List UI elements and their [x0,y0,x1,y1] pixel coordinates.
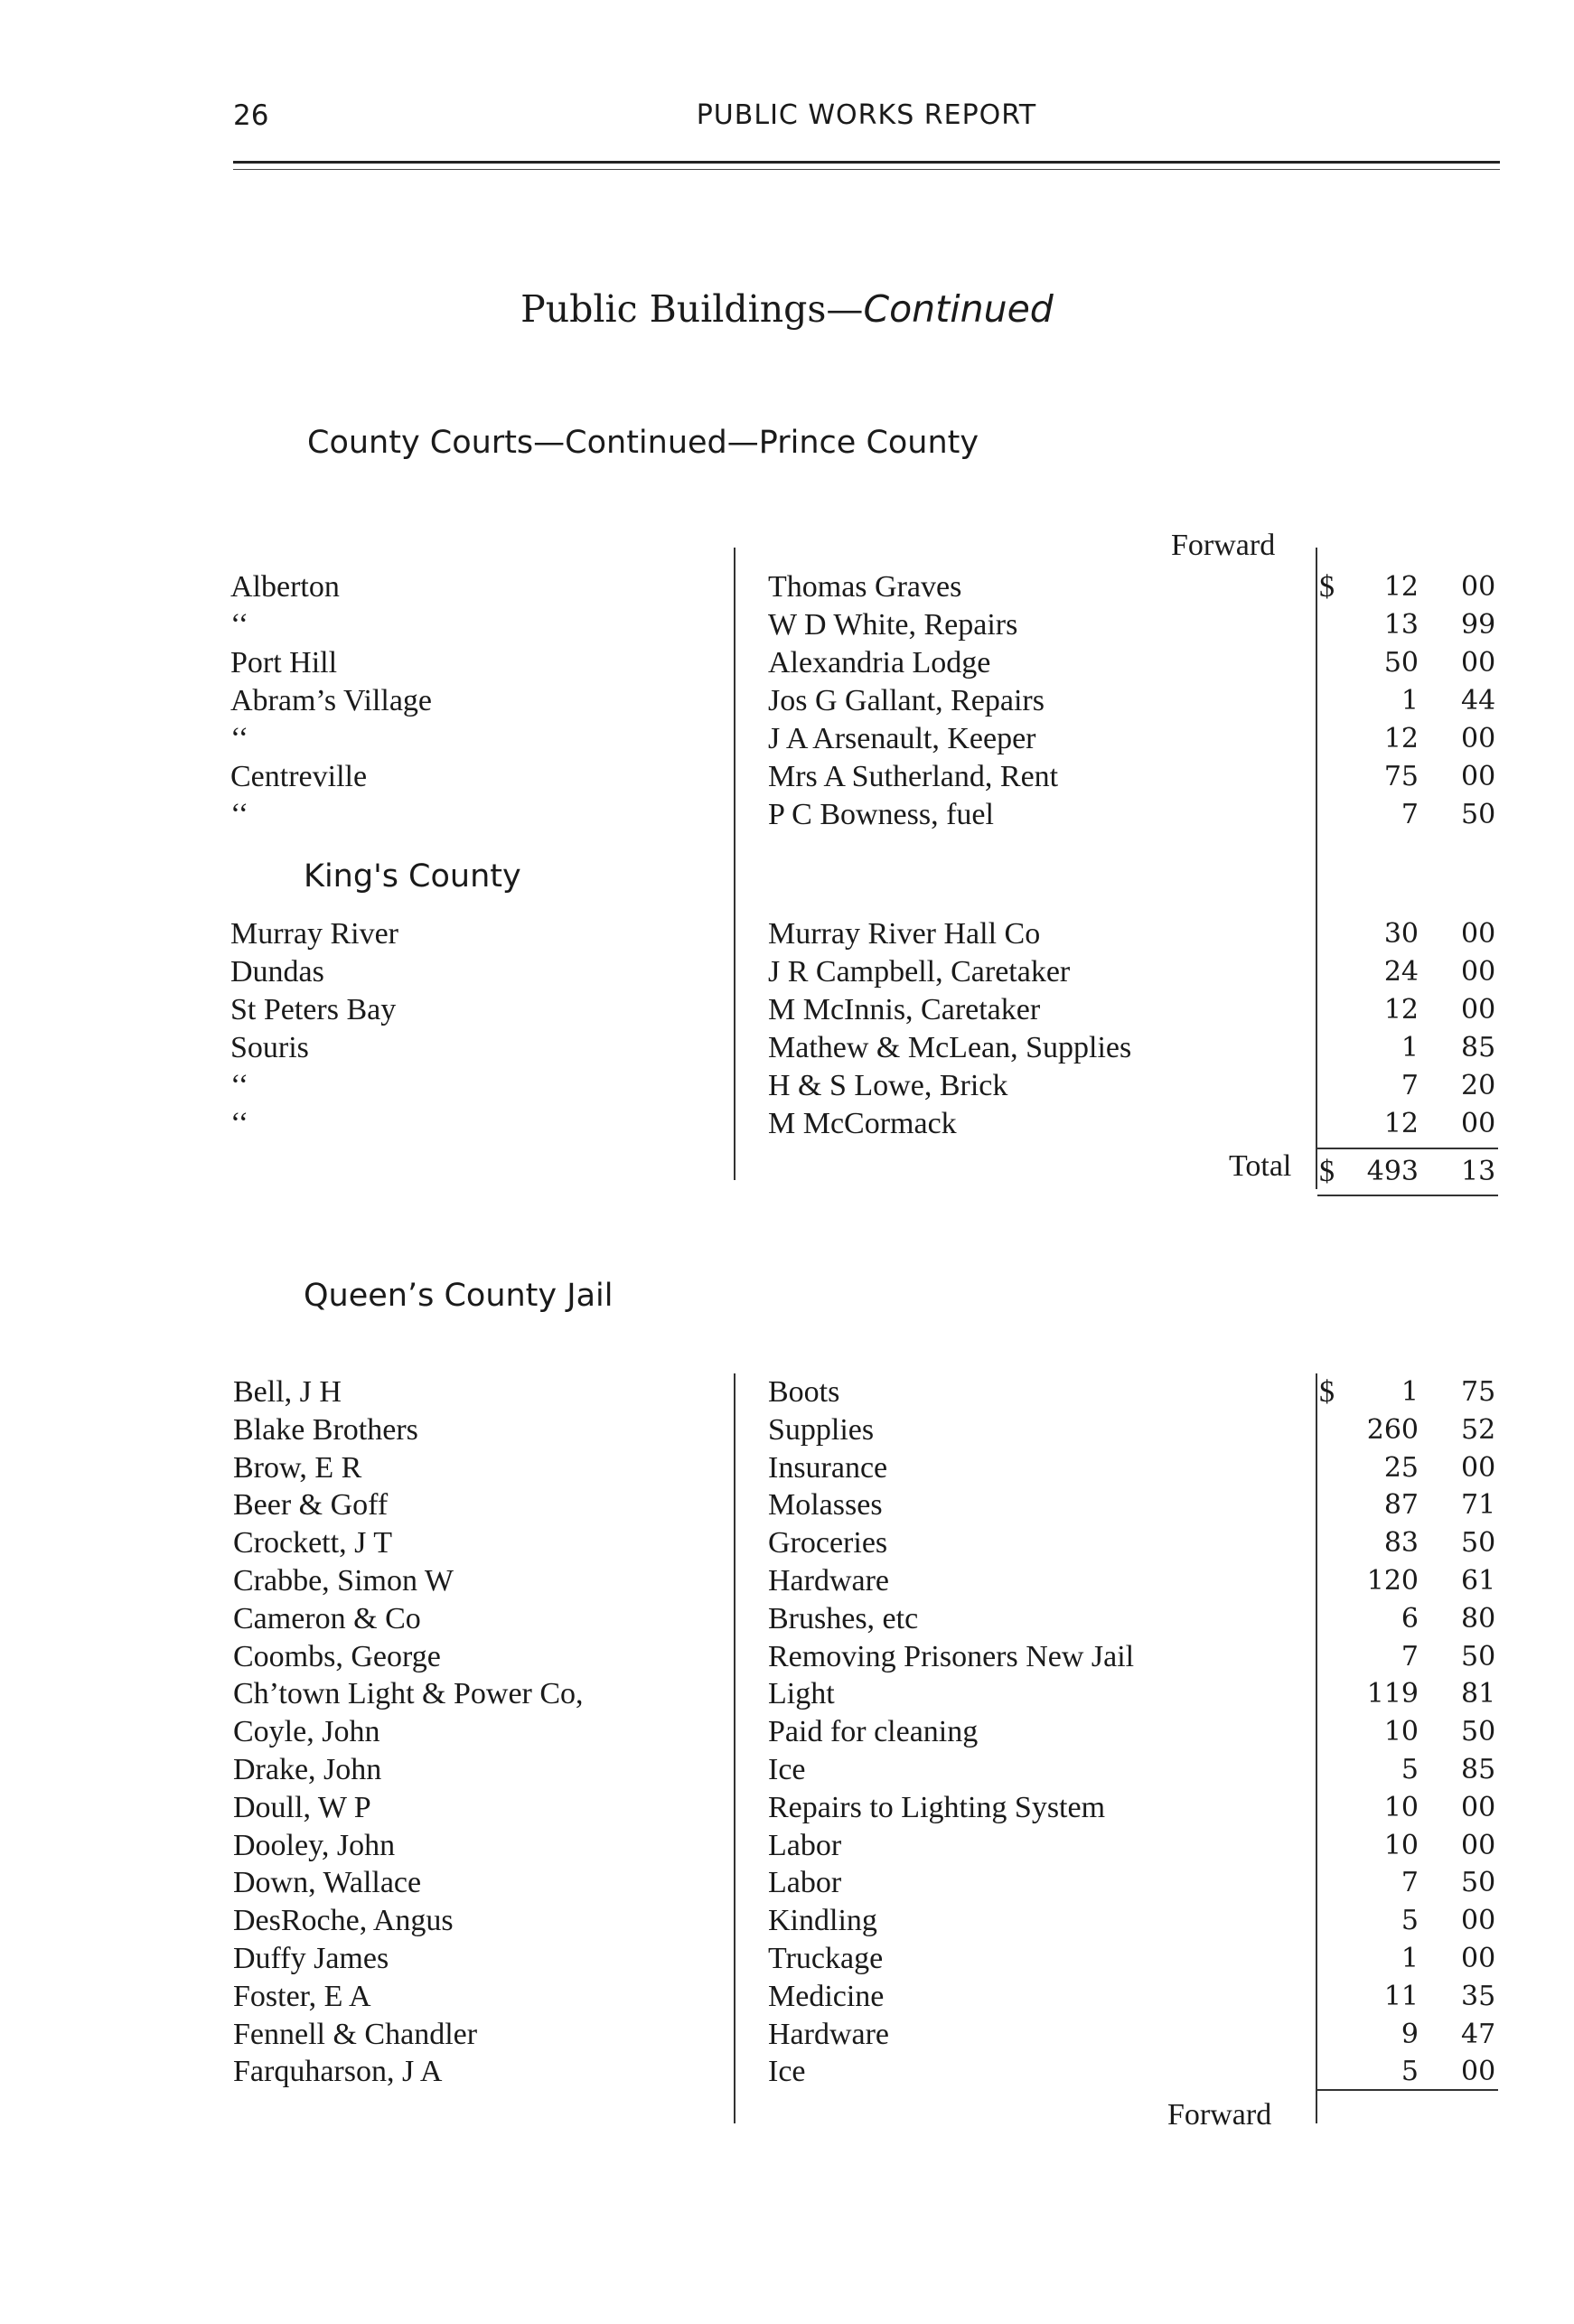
cents-cell: 75 [1461,1376,1496,1408]
table-row [0,720,1574,758]
place-cell: Abram’s Village [230,684,433,717]
place-cell: Murray River [230,917,399,951]
item-cell: Truckage [768,1942,884,1975]
item-cell: Thomas Graves [768,570,962,604]
item-cell: W D White, Repairs [768,608,1018,642]
header-rule-thin [233,169,1500,170]
table-row [0,991,1574,1029]
table-row [0,1486,1574,1524]
table-row [0,1713,1574,1751]
dollars-cell: 1 [1401,1943,1419,1974]
table-row [0,606,1574,644]
running-title: PUBLIC WORKS REPORT [696,99,1037,131]
jail-dollar-sign: $ [1319,1375,1335,1409]
dollars-cell: 11 [1383,1980,1419,2012]
section-title [0,287,1574,331]
dollars-cell: 7 [1401,799,1419,830]
forward-label-bottom: Forward [1167,2098,1272,2132]
place-cell: Souris [230,1031,309,1064]
place-cell: Alberton [230,570,340,604]
cents-cell: 00 [1461,761,1496,792]
section-title-main: Public Buildings— [520,287,864,331]
item-cell: Ice [768,1753,806,1786]
table-row [0,682,1574,720]
table-row [0,2053,1574,2091]
table-row [0,796,1574,834]
table-row [0,1524,1574,1562]
table-row [0,1940,1574,1978]
cents-cell: 50 [1461,1716,1496,1748]
table-row [0,1449,1574,1487]
item-cell: Labor [768,1828,842,1862]
item-cell: Insurance [768,1450,888,1485]
item-cell: Brushes, etc [768,1601,919,1635]
forward-label-top: Forward [1171,529,1276,562]
payee-cell: Down, Wallace [233,1866,422,1900]
table-row [0,1675,1574,1713]
dollars-cell: 87 [1383,1489,1419,1522]
item-cell: Groceries [768,1526,888,1560]
total-rule-top [1317,1148,1498,1149]
item-cell: Mathew & McLean, Supplies [768,1031,1132,1064]
table-row [0,1978,1574,2016]
table-row [0,953,1574,991]
payee-cell: Cameron & Co [233,1601,421,1635]
payee-cell: Brow, E R [233,1450,362,1485]
table-row [0,1562,1574,1600]
table-row [0,1373,1574,1411]
cents-cell: 80 [1461,1602,1496,1635]
payee-cell: Coyle, John [233,1715,380,1749]
cents-cell: 81 [1461,1678,1496,1710]
item-cell: M McCormack [768,1107,957,1140]
dollars-cell: 5 [1401,2056,1419,2088]
item-cell: Jos G Gallant, Repairs [768,684,1045,717]
total-label: Total [1229,1149,1292,1183]
payee-cell: Coombs, George [233,1639,441,1673]
table-row [0,915,1574,953]
item-cell: J R Campbell, Caretaker [768,955,1071,989]
payee-cell: DesRoche, Angus [233,1904,454,1938]
item-cell: Removing Prisoners New Jail [768,1639,1135,1673]
table-row [0,1105,1574,1143]
cents-cell: 47 [1461,2018,1496,2050]
dollars-cell: 7 [1401,1640,1419,1673]
table-row [0,1789,1574,1827]
cents-cell: 00 [1461,2056,1496,2088]
dollars-cell: 5 [1401,1754,1419,1785]
table-row [0,1638,1574,1676]
item-cell: M McInnis, Caretaker [768,993,1041,1026]
dollars-cell: 260 [1366,1413,1419,1446]
place-cell: Port Hill [230,646,338,679]
dollars-cell: 10 [1383,1791,1419,1823]
item-cell: Paid for cleaning [768,1715,979,1749]
item-cell: Light [768,1677,835,1711]
item-cell: P C Bowness, fuel [768,798,994,831]
cents-cell: 00 [1461,994,1496,1026]
cents-cell: 00 [1461,918,1496,950]
dollars-cell: 7 [1401,1070,1419,1101]
dollars-cell: 6 [1401,1602,1419,1635]
cents-cell: 00 [1461,571,1496,603]
payee-cell: Doull, W P [233,1790,371,1824]
dollars-cell: 30 [1383,918,1419,950]
payee-cell: Foster, E A [233,1979,371,2013]
cents-cell: 00 [1461,1791,1496,1823]
place-cell: ‘‘ [230,722,249,755]
jail-heading: Queen’s County Jail [304,1278,614,1314]
dollars-cell: 7 [1401,1867,1419,1899]
payee-cell: Crabbe, Simon W [233,1564,454,1598]
item-cell: H & S Lowe, Brick [768,1069,1008,1102]
kings-county-heading: King's County [304,858,521,895]
dollars-cell: 1 [1401,1376,1419,1408]
item-cell: Supplies [768,1412,875,1447]
table-row [0,1751,1574,1789]
dollars-cell: 50 [1383,647,1419,679]
place-cell: ‘‘ [230,1069,249,1102]
header-rule-thick [233,161,1500,164]
item-cell: J A Arsenault, Keeper [768,722,1036,755]
dollars-cell: 120 [1366,1565,1419,1597]
item-cell: Hardware [768,1564,890,1598]
cents-cell: 44 [1461,685,1496,717]
place-cell: ‘‘ [230,798,249,831]
cents-cell: 00 [1461,1451,1496,1484]
dollars-cell: 1 [1401,685,1419,717]
table-row [0,1029,1574,1067]
cents-cell: 61 [1461,1565,1496,1597]
cents-cell: 85 [1461,1754,1496,1785]
table-row [0,644,1574,682]
page-header [233,99,1500,136]
dollars-cell: 9 [1401,2018,1419,2050]
item-cell: Alexandria Lodge [768,646,991,679]
cents-cell: 00 [1461,1108,1496,1139]
table-row [0,1067,1574,1105]
item-cell: Mrs A Sutherland, Rent [768,760,1059,793]
place-cell: ‘‘ [230,608,249,642]
item-cell: Boots [768,1375,840,1409]
payee-cell: Duffy James [233,1942,389,1975]
table-row [0,1600,1574,1638]
dollars-cell: 13 [1383,609,1419,641]
item-cell: Murray River Hall Co [768,917,1041,951]
dollars-cell: 83 [1383,1527,1419,1560]
dollars-cell: 119 [1366,1678,1419,1710]
item-cell: Molasses [768,1488,883,1523]
item-cell: Repairs to Lighting System [768,1790,1106,1824]
item-cell: Medicine [768,1979,885,2013]
place-cell: Centreville [230,760,368,793]
table-row [0,1864,1574,1902]
item-cell: Ice [768,2055,806,2089]
cents-cell: 00 [1461,1943,1496,1974]
cents-cell: 50 [1461,1640,1496,1673]
total-cents: 13 [1461,1156,1496,1187]
place-cell: St Peters Bay [230,993,397,1026]
table-row [0,2016,1574,2054]
cents-cell: 50 [1461,1527,1496,1560]
dollars-cell: 12 [1383,1108,1419,1139]
dollars-cell: 1 [1401,1032,1419,1064]
dollars-cell: 24 [1383,956,1419,988]
cents-cell: 00 [1461,956,1496,988]
table-row [0,758,1574,796]
dollars-cell: 12 [1383,723,1419,754]
cents-cell: 35 [1461,1980,1496,2012]
jail-bottom-rule [1317,2089,1498,2091]
cents-cell: 50 [1461,1867,1496,1899]
dollars-cell: 10 [1383,1829,1419,1861]
payee-cell: Dooley, John [233,1828,396,1862]
section-title-continued: Continued [863,287,1054,331]
table-row [0,1902,1574,1940]
payee-cell: Fennell & Chandler [233,2017,478,2051]
payee-cell: Ch’town Light & Power Co, [233,1677,584,1711]
cents-cell: 85 [1461,1032,1496,1064]
payee-cell: Farquharson, J A [233,2055,443,2089]
place-cell: ‘‘ [230,1107,249,1140]
total-dollars: 493 [1366,1156,1419,1187]
dollars-cell: 5 [1401,1905,1419,1937]
dollars-cell: 12 [1383,571,1419,603]
cents-cell: 99 [1461,609,1496,641]
cents-cell: 20 [1461,1070,1496,1101]
dollars-cell: 75 [1383,761,1419,792]
cents-cell: 50 [1461,799,1496,830]
county-courts-heading: County Courts—Continued—Prince County [307,425,979,461]
cents-cell: 52 [1461,1413,1496,1446]
item-cell: Hardware [768,2017,890,2051]
table-row [0,1827,1574,1865]
cents-cell: 00 [1461,647,1496,679]
payee-cell: Beer & Goff [233,1488,389,1523]
item-cell: Labor [768,1866,842,1900]
item-cell: Kindling [768,1904,877,1938]
payee-cell: Crockett, J T [233,1526,392,1560]
payee-cell: Drake, John [233,1753,382,1786]
cents-cell: 71 [1461,1489,1496,1522]
payee-cell: Bell, J H [233,1375,342,1409]
dollars-cell: 25 [1383,1451,1419,1484]
place-cell: Dundas [230,955,324,989]
courts-dollar-sign: $ [1319,570,1335,604]
payee-cell: Blake Brothers [233,1412,418,1447]
cents-cell: 00 [1461,1905,1496,1937]
table-row [0,568,1574,606]
dollars-cell: 10 [1383,1716,1419,1748]
page-number: 26 [233,99,269,132]
total-rule-bottom [1317,1195,1498,1196]
cents-cell: 00 [1461,1829,1496,1861]
total-dollar-sign: $ [1319,1155,1335,1188]
dollars-cell: 12 [1383,994,1419,1026]
table-row [0,1411,1574,1449]
cents-cell: 00 [1461,723,1496,754]
